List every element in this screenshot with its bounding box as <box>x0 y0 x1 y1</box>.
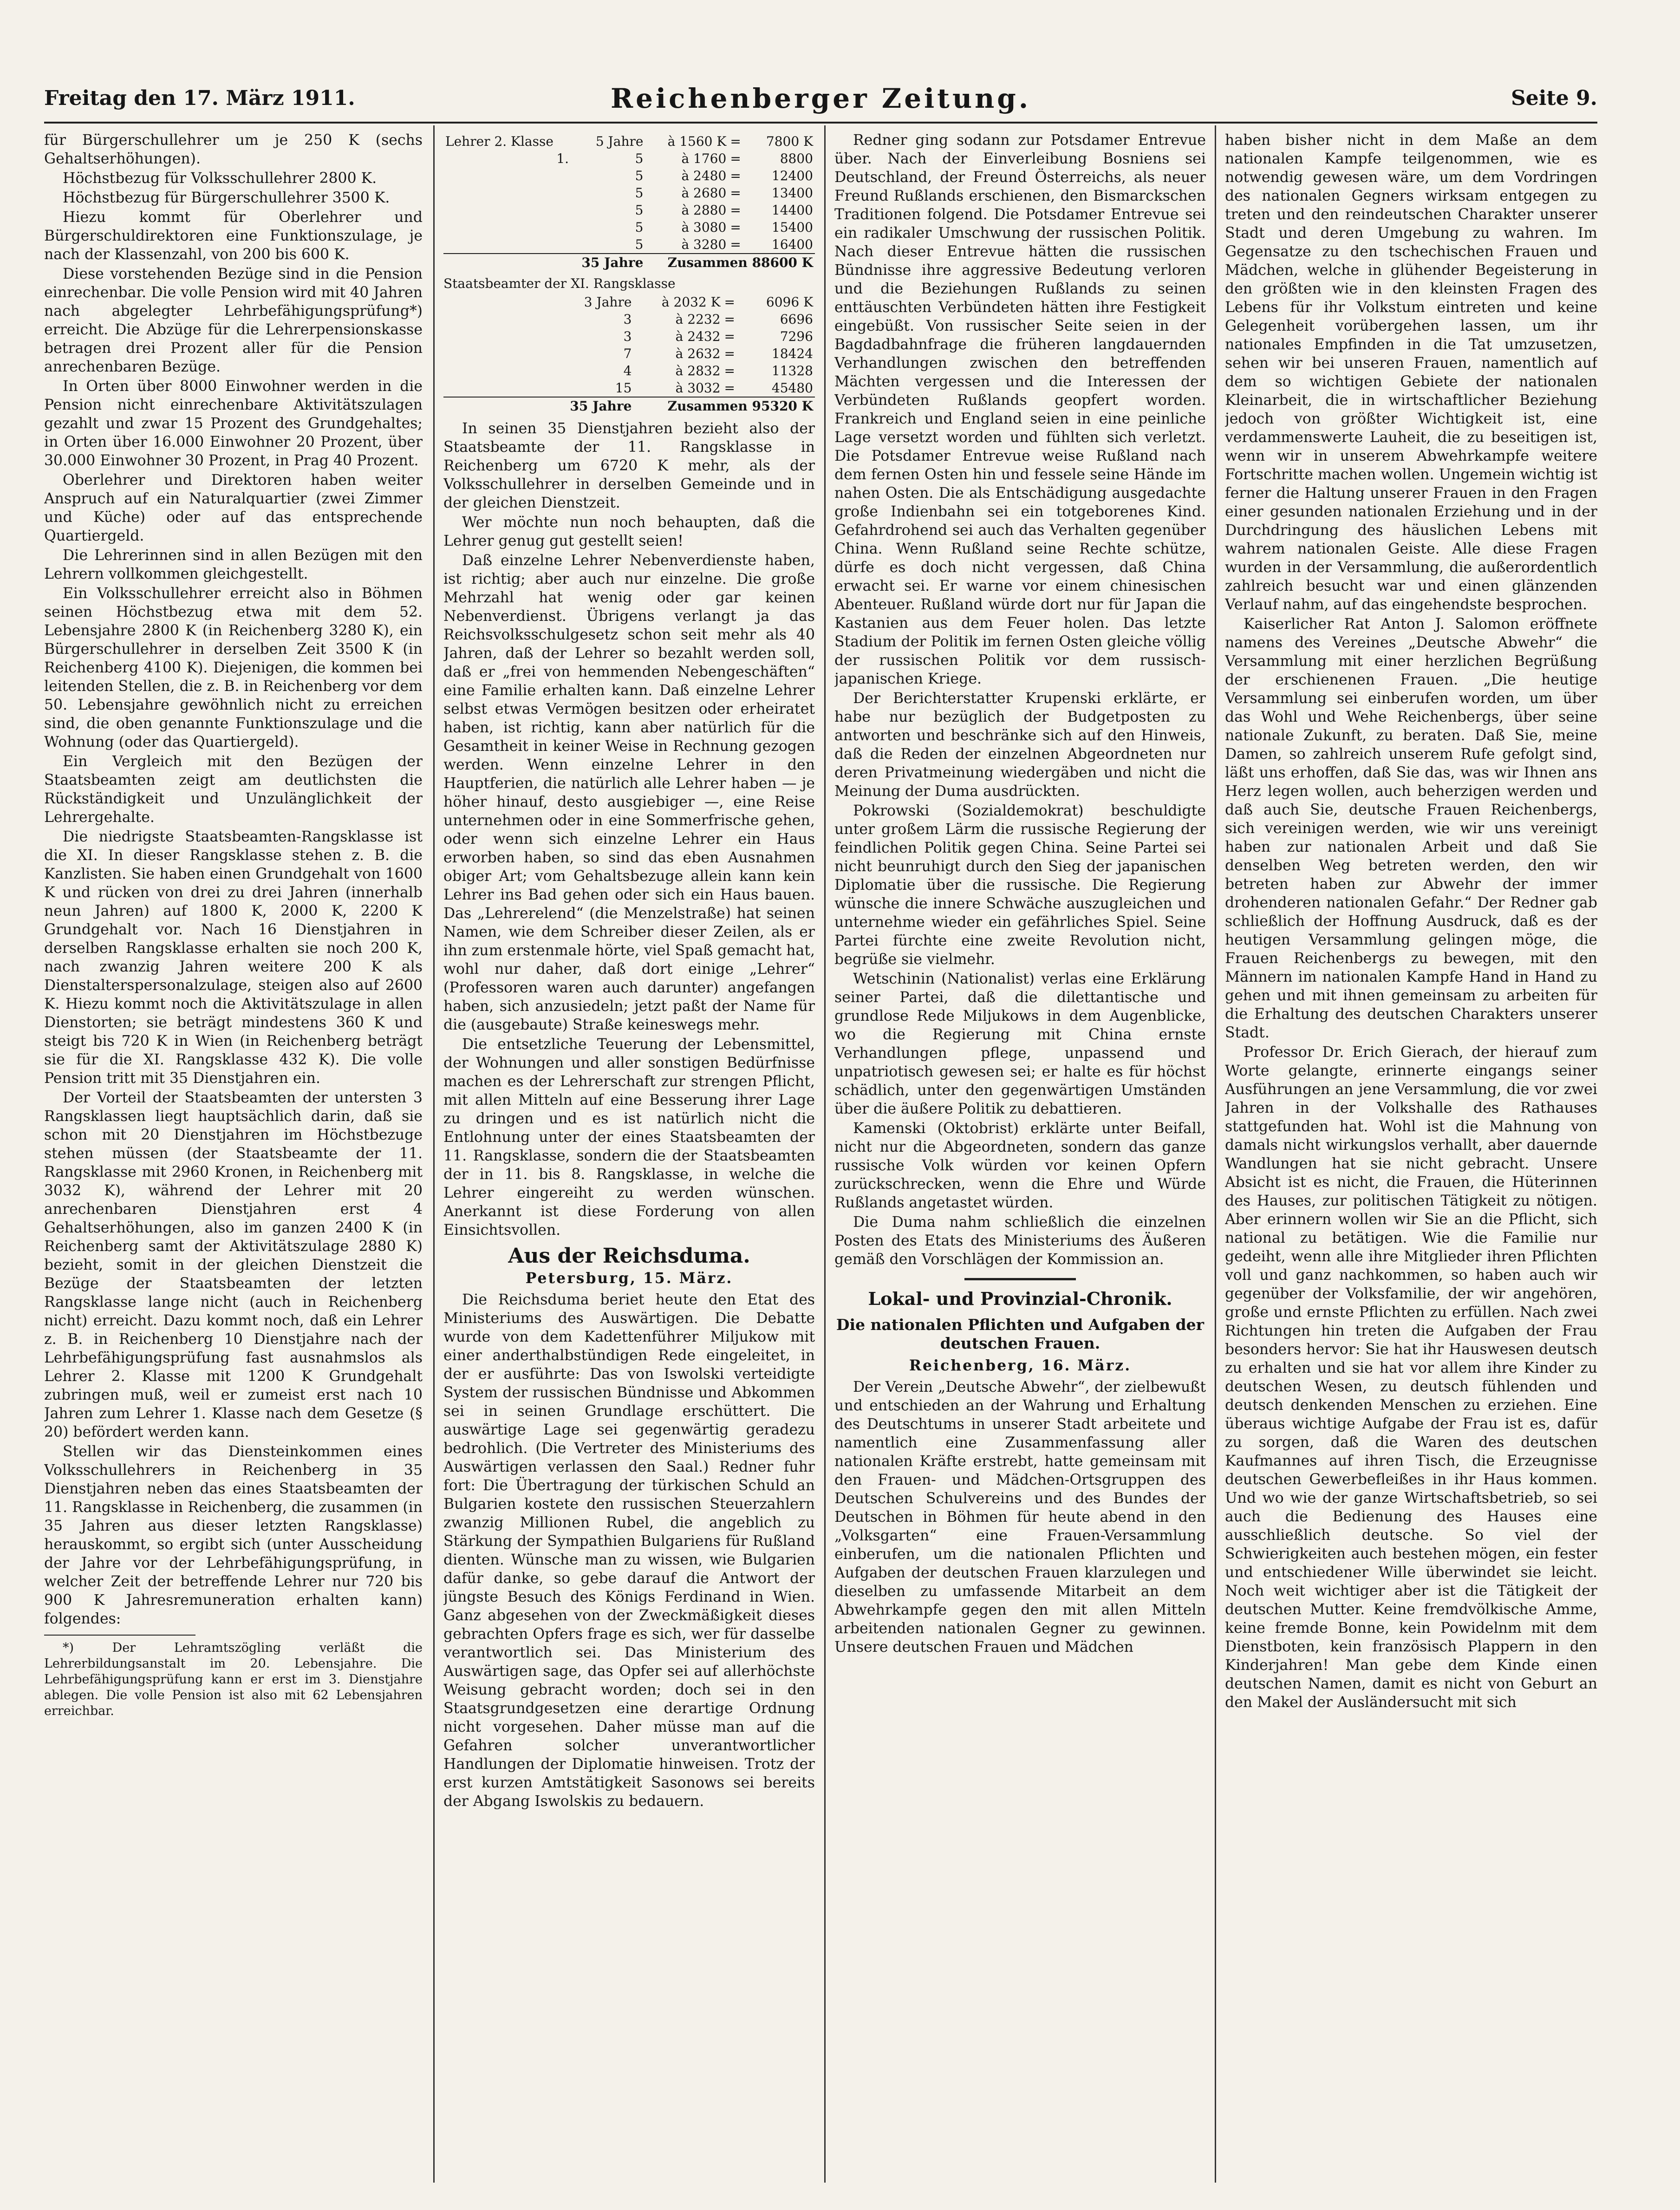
table-cell: 5 <box>635 202 644 218</box>
paragraph: Der Verein „Deutsche Abwehr“, der zielbewußt und entschieden an der Wahrung und Erhaltung des Deutschtums in unserer Stadt arbeitete und namentlich eine Zusammenfassung aller nationalen Kräfte erstrebt, hatte gemeinsam mit den Frauen- und Mädchen-Ortsgruppen des Deutschen Schulvereins und des Bundes der Deutschen in Böhmen für heute abend in den „Volksgarten“ eine Frauen-Versammlung einberufen, um die nationalen Pflichten und Aufgaben der deutschen Frauen klarzulegen und dieselben zu umfassende Mitarbeit an dem Abwehrkampfe gegen den mit allen Mitteln arbeitenden nationalen Gegner zu gewinnen. Unsere deutschen Frauen und Mädchen <box>834 1379 1206 1656</box>
paragraph: Ein Volksschullehrer erreicht also in Böhmen seinen Höchstbezug etwa mit dem 52. Lebensjahre 2800 K (in Reichenberg 3280 K), ein Bürgerschullehrer in derselben Zeit 3500 K (in Reichenberg 4100 K). Diejenigen, die kommen bei leitenden Stellen, die z. B. in Reichenberg vor dem 50. Lebensjahre gewöhnlich nicht zu erreichen sind, die oben genannte Funktionszulage und die Wohnung (oder das Quartiergeld). <box>44 585 423 750</box>
paragraph: Professor Dr. Erich Gierach, der hierauf zum Worte gelangte, erinnerte eingangs seiner Ausführungen an jene Versammlung, die vor zwei Jahren in der Volkshalle des Rathauses stattgefunden hat. Wohl ist die Mahnung von damals nicht wirkungslos verhallt, aber dauernde Wandlungen hat sie nicht gebracht. Unsere Absicht ist es nicht, die Frauen, die Hüterinnen des Hauses, zur politischen Tätigkeit zu nötigen. Aber erinnern wollen wir Sie an die Pflicht, sich national zu betätigen. Wie die Familie nur gedeiht, wenn alle ihre Mitglieder ihren Pflichten voll und ganz nachkommen, so haben auch wir gegenüber der Volksfamilie, der wir angehören, große und ernste Pflichten zu erfüllen. Nach zwei Richtungen hin treten die Aufgaben der Frau besonders hervor: Sie hat ihr Hauswesen deutsch zu erhalten und sie hat vor allem ihre Kinder zu deutschen Wesen, zu deutsch fühlenden und deutsch denkenden Menschen zu erziehen. Eine überaus wichtige Aufgabe der Frau ist es, dafür zu sorgen, daß die Waren des deutschen Kaufmannes auf ihren Tisch, die Erzeugnisse deutschen Gewerbefleißes in ihr Haus kommen. Und wo wie der ganze Wirtschaftsbetrieb, so sei auch die Bedienung des Hauses eine ausschließlich deutsche. So viel der Schwierigkeiten auch bestehen mögen, ein fester und entschiedener Wille überwindet sie leicht. Noch weit wichtiger aber ist die Tätigkeit der deutschen Mutter. Keine fremdvölkische Amme, keine fremde Bonne, kein Powidelnm mit dem Dienstboten, kein französisch Plappern in den Kinderjahren! Man gebe dem Kinde einen deutschen Namen, damit es nicht von Geburt an den Makel der Ausländersucht mit sich <box>1225 1044 1597 1711</box>
paragraph: Die Duma nahm schließlich die einzelnen Posten des Etats des Ministeriums des Äußeren gemäß den Vorschlägen der Kommission an. <box>834 1214 1206 1268</box>
table-caption: Staatsbeamter der XI. Rangsklasse <box>443 276 676 291</box>
section-heading-duma: Aus der Reichsduma. <box>508 1244 750 1268</box>
table-cell: 7296 <box>780 329 813 344</box>
header-rule <box>44 122 1597 124</box>
table-cell: à 2832 <box>675 363 721 378</box>
paragraph: In seinen 35 Dienstjahren bezieht also der Staatsbeamte der 11. Rangsklasse in Reichenberg um 6720 K mehr, als der Volksschullehrer in derselben Gemeinde und in der gleichen Dienstzeit. <box>443 420 815 511</box>
page-number: Seite 9. <box>1511 86 1597 110</box>
table-cell: 5 <box>635 220 644 235</box>
paragraph: Stellen wir das Diensteinkommen eines Volksschullehrers in Reichenberg in 35 Dienstjahren neben das eines Staatsbeamten der 11. Rangsklasse in Reichenberg, die zusammen (in 35 Jahren aus dieser letzten Rangsklasse) herauskommt, so ergibt sich (unter Ausscheidung der Jahre vor der Lehrbefähigungsprüfung, in welcher Zeit der betreffende Lehrer nur 720 bis 900 K Jahresremuneration erhalten kann) folgendes: <box>44 1443 423 1627</box>
table-row: 3 à 2232 = 6696 <box>443 311 815 328</box>
table-cell: 6096 K <box>766 294 813 310</box>
column-rule <box>433 125 435 2183</box>
paragraph: Höchstbezug für Bürgerschullehrer 3500 K. <box>63 189 390 206</box>
column-1 <box>44 131 423 2174</box>
table-row: 5 à 3280 = 16400 <box>443 236 815 254</box>
table-row: Lehrer 2. Klasse 5 Jahre à 1560 K = 7800 K <box>443 133 815 150</box>
table-cell: 35 Jahre <box>554 397 633 415</box>
table-cell: à 2232 <box>675 312 721 327</box>
table-total-row <box>443 254 815 271</box>
table-cell: à 1760 <box>681 151 727 166</box>
table-cell: à 2680 <box>681 185 727 201</box>
paragraph: In Orten über 8000 Einwohner werden in die Pension nicht einrechenbare Aktivitätszulagen gezahlt und zwar 15 Prozent des Grundgehaltes; in Orten über 16.000 Einwohner 20 Prozent, über 30.000 Einwohner 30 Prozent, in Prag 40 Prozent. <box>44 378 423 469</box>
table-cell: 3 <box>623 312 632 327</box>
section-heading-chronik: Lokal- und Provinzial-Chronik. <box>868 1288 1172 1309</box>
table-row: 5 à 2480 = 12400 <box>443 167 815 184</box>
paragraph: Die Reichsduma beriet heute den Etat des Ministeriums des Auswärtigen. Die Debatte wurde von dem Kadettenführer Miljukow mit einer anderthalbstündigen Rede eingeleitet, in der er ausführte: Das von Iswolski verteidigte System der russischen Bündnisse und Abkommen sei in seinen Grundlage erschüttert. Die auswärtige Lage sei gegenwärtig geradezu bedrohlich. (Die Vertreter des Ministeriums des Auswärtigen verlassen den Saal.) Redner fuhr fort: Die Übertragung der türkischen Schuld an Bulgarien kostete den russischen Steuerzahlern zwanzig Millionen Rubel, die angeblich zu Stärkung der Sympathien Bulgariens für Rußland dienten. Wünsche man zu wissen, wie Bulgarien dafür danke, so gebe darauf die Antwort der jüngste Besuch des Königs Ferdinand in Wien. Ganz abgesehen von der Zweckmäßigkeit dieses gebrachten Opfers frage es sich, wer für dasselbe verantwortlich sei. Das Ministerium des Auswärtigen sage, das Opfer sei auf allerhöchste Weisung gebracht worden; doch sei in den Staatsgrundgesetzen eine derartige Ordnung nicht vorgesehen. Daher müsse man auf die Gefahren solcher unverantwortlicher Handlungen der Diplomatie hinweisen. Trotz der erst kurzen Amtstätigkeit Sasonows sei bereits der Abgang Iswolskis zu bedauern. <box>443 1291 815 1810</box>
footnote-rule <box>44 1635 195 1636</box>
table-cell: Zusammen 95320 K <box>633 397 815 415</box>
paragraph: Die niedrigste Staatsbeamten-Rangsklasse ist die XI. In dieser Rangsklasse stehen z. B. die Kanzlisten. Sie haben einen Grundgehalt von 1600 K und rücken von drei zu drei Jahren (innerhalb neun Jahren) auf 1800 K, 2000 K, 2200 K Grundgehalt vor. Nach 16 Dienstjahren in derselben Rangsklasse erhalten sie noch 200 K, nach zwanzig Jahren weitere 200 K als Dienstalterspersonalzulage, steigen also auf 2600 K. Hiezu kommt noch die Aktivitätszulage in allen Dienstorten; sie beträgt mindestens 360 K und steigt bis 720 K in Wien (in Reichenberg beträgt sie für die XI. Rangsklasse 432 K). Die volle Pension tritt mit 35 Dienstjahren ein. <box>44 828 423 1087</box>
table-cell: à 3080 <box>681 220 727 235</box>
table-row: 15 à 3032 = 45480 <box>443 379 815 397</box>
table-cell: à 2032 K <box>661 294 721 310</box>
paragraph: Die Lehrerinnen sind in allen Bezügen mit den Lehrern vollkommen gleichgestellt. <box>44 547 423 582</box>
column-2 <box>443 131 815 2174</box>
paragraph: Hiezu kommt für Oberlehrer und Bürgerschuldirektoren eine Funktionszulage, je nach der Klassenzahl, von 200 bis 600 K. <box>44 209 423 263</box>
paragraph: Oberlehrer und Direktoren haben weiter Anspruch auf ein Naturalquartier (zwei Zimmer und Küche) oder auf das entsprechende Quartiergeld. <box>44 472 423 544</box>
table-cell: à 3032 <box>675 380 721 396</box>
paragraph: Kaiserlicher Rat Anton J. Salomon eröffnete namens des Vereines „Deutsche Abwehr“ die Versammlung mit einer herzlichen Begrüßung der erschienenen Frauen. „Die heutige Versammlung sei einberufen worden, um über das Wohl und Wehe Reichenbergs, über seine nationale Zukunft, zu beraten. Daß Sie, meine Damen, so zahlreich unserem Rufe gefolgt sind, läßt uns erhoffen, daß Sie das, was wir Ihnen ans Herz legen wollen, auch beherzigen werden und daß auch Sie, deutsche Frauen Reichenbergs, sich vereinigen werden, wie wir uns vereinigt haben zur nationalen Arbeit und daß Sie denselben Weg betreten werden, den wir betreten haben zur Abwehr der immer drohenderen nationalen Gefahr.“ Der Redner gab schließlich der Hoffnung Ausdruck, daß es der heutigen Versammlung gelingen möge, die Frauen Reichenbergs zu bewegen, mit den Männern im nationalen Kampfe Hand in Hand zu gehen und mit ihnen gemeinsam zu arbeiten für die Erhaltung des deutschen Charakters unserer Stadt. <box>1225 616 1597 1041</box>
footnote: *) Der Lehramtszögling verläßt die Lehrerbildungsanstalt im 20. Lebensjahre. Die Lehrbefähigungsprüfung kann er erst im 3. Dienstjahre ablegen. Die volle Pension ist also mit 62 Lebensjahren erreichbar. <box>44 1641 423 1718</box>
paragraph: Daß einzelne Lehrer Nebenverdienste haben, ist richtig; aber auch nur einzelne. Die große Mehrzahl hat wenig oder gar keinen Nebenverdienst. Übrigens verlangt ja das Reichsvolksschulgesetz schon seit mehr als 40 Jahren, daß der Lehrer so bezahlt werden soll, daß er „frei von hemmenden Nebengeschäften“ eine Familie erhalten kann. Daß einzelne Lehrer selbst etwas Vermögen besitzen oder erheiratet haben, ist richtig, kann aber natürlich für die Gesamtheit in keiner Weise in Rechnung gezogen werden. Wenn einzelne Lehrer in den Hauptferien, die natürlich alle Lehrer haben — je höher hinauf, desto ausgiebiger —, eine Reise unternehmen oder in eine Sommerfrische gehen, oder wenn sich einzelne Lehrer ein Haus erworben haben, so sind das eben Ausnahmen obiger Art; vom Gehaltsbezuge allein kann kein Lehrer ins Bad gehen oder sich ein Haus bauen. Das „Lehrerelend“ (die Menzelstraße) hat seinen Namen, wie dem Schreiber dieser Zeilen, als er ihn zum erstenmale hörte, viel Spaß gemacht hat, wohl nur daher, daß dort einige „Lehrer“ (Professoren waren auch darunter) angefangen haben, sich anzusiedeln; jetzt paßt der Name für die (ausgebaute) Straße keineswegs mehr. <box>443 552 815 1033</box>
civil-servant-salary-table <box>443 293 815 415</box>
table-cell: 8800 <box>780 151 813 166</box>
table-cell: à 3280 <box>681 237 727 252</box>
paragraph: Die entsetzliche Teuerung der Lebensmittel, der Wohnungen und aller sonstigen Bedürfnisse machen es der Lehrerschaft zur strengen Pflicht, mit allen Mitteln auf eine Besserung ihrer Lage zu dringen und es ist natürlich nicht die Entlohnung unter der eines Staatsbeamten der 11. Rangsklasse, sondern die der Staatsbeamten der in 11. bis 8. Rangsklasse, in welche die Lehrer eingereiht zu werden wünschen. Anerkannt ist diese Forderung von allen Einsichtsvollen. <box>443 1036 815 1239</box>
table-cell: 5 <box>635 237 644 252</box>
masthead: Reichenberger Zeitung. <box>610 83 1031 114</box>
table-row: 1. 5 à 1760 = 8800 <box>443 150 815 167</box>
column-rule <box>1215 125 1216 2183</box>
table-cell: 5 Jahre <box>595 134 644 149</box>
table-cell: 45480 <box>771 380 813 396</box>
paragraph: Der Berichterstatter Krupenski erklärte, er habe nur bezüglich der Budgetposten zu antworten und beschränke sich auf den Hinweis, daß die Reden der einzelnen Abgeordneten nur deren Privatmeinung wiedergäben und nicht die Meinung der Duma ausdrückten. <box>834 690 1206 800</box>
article-headline: Die nationalen Pflichten und Aufgaben der deutschen Frauen. <box>836 1316 1205 1352</box>
table-cell: 3 Jahre <box>584 294 632 310</box>
paragraph: Diese vorstehenden Bezüge sind in die Pension einrechenbar. Die volle Pension wird mit 40 Jahren nach abgelegter Lehrbefähigungsprüfung*) erreicht. Die Abzüge für die Lehrerpensionskasse betragen drei Prozent aller für die Pension anrechenbaren Bezüge. <box>44 266 423 375</box>
table-row: 3 à 2432 = 7296 <box>443 328 815 345</box>
table-cell: à 2432 <box>675 329 721 344</box>
paragraph: Wetschinin (Nationalist) verlas eine Erklärung seiner Partei, daß die dilettantische und grundlose Rede Miljukows in dem Augenblicke, wo die Regierung mit China ernste Verhandlungen pflege, unpassend und unpatriotisch gewesen sei; er halte es für höchst schädlich, unter den gegenwärtigen Umständen über die äußere Politik zu debattieren. <box>834 971 1206 1117</box>
paragraph: für Bürgerschullehrer um je 250 K (sechs Gehaltserhöhungen). <box>44 132 423 167</box>
table-row: 5 à 3080 = 15400 <box>443 219 815 236</box>
table-cell: 3 <box>623 329 632 344</box>
paragraph: Redner ging sodann zur Potsdamer Entrevue über. Nach der Einverleibung Bosniens sei Deutschland, der Freund Österreichs, als neuer Freund Rußlands erschienen, den Bismarckschen Traditionen folgend. Die Potsdamer Entrevue sei ein radikaler Umschwung der russischen Politik. Nach dieser Entrevue hätten die russischen Bündnisse ihre aggressive Bedeutung verloren und die Beziehungen Rußlands zu seinen enttäuschten Verbündeten hätten ihre Festigkeit eingebüßt. Von russischer Seite seien in der Bagdadbahnfrage die früheren langdauernden Verhandlungen zwischen den betreffenden Mächten vergessen und die Interessen der Verbündeten Rußlands geopfert worden. Frankreich und England seien in eine peinliche Lage versetzt worden und fühlten sich verletzt. Die Potsdamer Entrevue weise Rußland nach dem fernen Osten hin und fessele seine Hände im nahen Osten. Die als Entschädigung ausgedachte große Indienbahn sei ein totgeborenes Kind. Gefahrdrohend sei auch das Verhalten gegenüber China. Wenn Rußland seine Rechte schütze, dürfe es doch nicht vergessen, daß China erwacht sei. Er warne vor einem chinesischen Abenteuer. Rußland würde dort nur für Japan die Kastanien aus dem Feuer holen. Das letzte Stadium der Politik im fernen Osten gleiche völlig der russischen Politik vor dem russisch-japanischen Kriege. <box>834 132 1206 687</box>
paragraph: haben bisher nicht in dem Maße an dem nationalen Kampfe teilgenommen, wie es notwendig gewesen wäre, um dem Vordringen des nationalen Gegners wirksam entgegen zu treten und den reindeutschen Charakter unserer Stadt und deren Umgebung zu wahren. Im Gegensatze zu den tschechischen Frauen und Mädchen, welche in glühender Begeisterung in den größten wie in den kleinsten Fragen des Lebens für ihr Volkstum eintreten und keine Gelegenheit vorübergehen lassen, um ihr nationales Empfinden in die Tat umzusetzen, sehen wir bei unseren Frauen, namentlich auf dem so wichtigen Gebiete der nationalen Kleinarbeit, die in wirtschaftlicher Beziehung jedoch von größter Wichtigkeit ist, eine verdammenswerte Lauheit, die zu beseitigen ist, wenn wir in unserem Abwehrkampfe weitere Fortschritte machen wollen. Ungemein wichtig ist ferner die Haltung unserer Frauen in den Fragen einer gesunden nationalen Erziehung und in der Durchdringung des häuslichen Lebens mit wahrem nationalen Geiste. Alle diese Fragen wurden in der Versammlung, die außerordentlich zahlreich besucht war und einen glänzenden Verlauf nahm, auf das eingehendste besprochen. <box>1225 132 1597 613</box>
table-cell: 5 <box>635 151 644 166</box>
table-cell: 11328 <box>771 363 813 378</box>
table-row: 4 à 2832 = 11328 <box>443 362 815 379</box>
table-cell: à 2880 <box>681 202 727 218</box>
table-cell: 16400 <box>771 237 813 252</box>
paragraph: Ein Vergleich mit den Bezügen der Staatsbeamten zeigt am deutlichsten die Rückständigkeit und Unzulänglichkeit der Lehrergehalte. <box>44 753 423 826</box>
table-cell: 18424 <box>771 346 813 361</box>
issue-date: Freitag den 17. März 1911. <box>44 86 355 110</box>
table-cell: 12400 <box>771 168 813 183</box>
table-cell: 7800 K <box>766 134 813 149</box>
table-total-row <box>443 397 815 415</box>
table-cell: 4 <box>623 363 632 378</box>
table-cell: Lehrer 2. Klasse <box>445 134 553 149</box>
table-cell: 6696 <box>780 312 813 327</box>
table-cell: à 2480 <box>681 168 727 183</box>
column-4 <box>1225 131 1597 2174</box>
paragraph: Kamenski (Oktobrist) erklärte unter Beifall, nicht nur die Abgeordneten, sondern das ganze russische Volk würden vor keinen Opfern zurückschrecken, wenn die Ehre und Würde Rußlands angetastet würden. <box>834 1120 1206 1211</box>
table-row: 3 Jahre à 2032 K = 6096 K <box>443 293 815 311</box>
column-rule <box>824 125 826 2183</box>
table-cell: 15 <box>615 380 632 396</box>
teacher-salary-table <box>443 133 815 271</box>
table-row: 5 à 2680 = 13400 <box>443 184 815 202</box>
table-cell: 13400 <box>771 185 813 201</box>
table-cell: 5 <box>635 168 644 183</box>
table-cell: à 2632 <box>675 346 721 361</box>
paragraph: Pokrowski (Sozialdemokrat) beschuldigte unter großem Lärm die russische Regierung der feindlichen Politik gegen China. Seine Partei sei nicht beunruhigt durch den Sieg der japanischen Diplomatie über die russische. Die Regierung wünsche die innere Schwäche auszugleichen und unternehme wieder ein gefährliches Spiel. Seine Partei fürchte eine zweite Revolution nicht, begrüße sie vielmehr. <box>834 802 1206 968</box>
table-cell: à 1560 K <box>667 134 727 149</box>
table-cell: Zusammen 88600 K <box>645 254 815 271</box>
dateline: Reichenberg, 16. März. <box>909 1357 1132 1374</box>
column-3 <box>834 131 1206 2174</box>
table-cell: 35 Jahre <box>571 254 645 271</box>
table-row: 7 à 2632 = 18424 <box>443 345 815 362</box>
table-row: 5 à 2880 = 14400 <box>443 202 815 219</box>
paragraph: Höchstbezug für Volksschullehrer 2800 K. <box>63 170 377 187</box>
dateline: Petersburg, 15. März. <box>525 1270 733 1287</box>
table-cell: 1. <box>556 151 569 166</box>
table-cell: 5 <box>635 185 644 201</box>
section-separator <box>964 1278 1076 1280</box>
paragraph: Wer möchte nun noch behaupten, daß die Lehrer genug gut gestellt seien! <box>443 514 815 549</box>
table-cell: 7 <box>623 346 632 361</box>
paragraph: Der Vorteil der Staatsbeamten der untersten 3 Rangsklassen liegt hauptsächlich darin, daß sie schon mit 20 Dienstjahren im Höchstbezuge stehen müssen (der Staatsbeamte der 11. Rangsklasse mit 2960 Kronen, in Reichenberg mit 3032 K), während der Lehrer mit 20 anrechenbaren Dienstjahren erst 4 Gehaltserhöhungen, also im ganzen 2400 K (in Reichenberg samt der Aktivitätszulage 2880 K) bezieht, somit in der gleichen Dienstzeit die Bezüge der Staatsbeamten der letzten Rangsklasse lange nicht (auch in Reichenberg nicht) erreicht. Dazu kommt noch, daß ein Lehrer z. B. in Reichenberg 10 Dienstjahre nach der Lehrbefähigungsprüfung fast ausnahmslos als Lehrer 2. Klasse mit 1200 K Grundgehalt zubringen muß, weil er zumeist erst nach 10 Jahren zum Lehrer 1. Klasse nach dem Gesetze (§ 20) befördert werden kann. <box>44 1089 423 1441</box>
table-cell: 15400 <box>771 220 813 235</box>
table-cell: 14400 <box>771 202 813 218</box>
page-header <box>44 83 1597 120</box>
